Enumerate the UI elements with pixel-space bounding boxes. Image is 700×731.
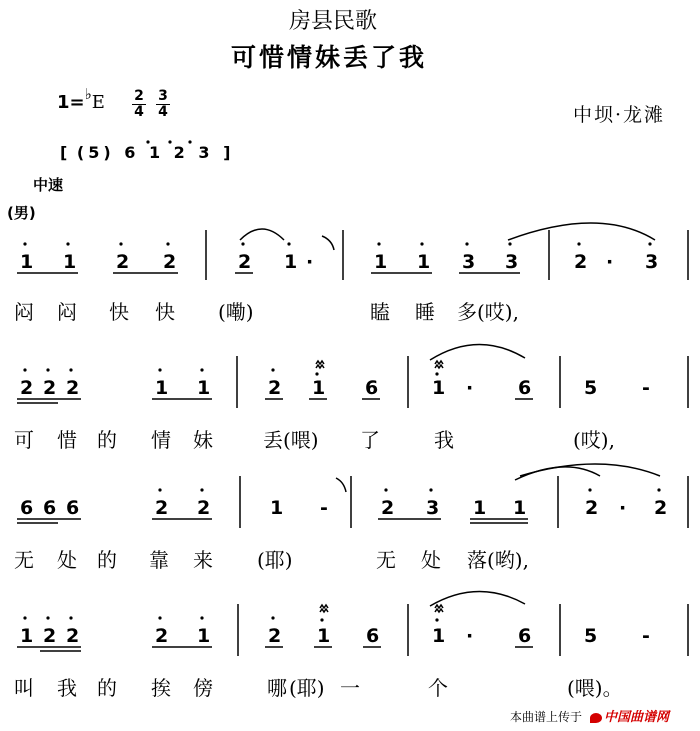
lyric: 我 [434,428,454,452]
svg-text:1: 1 [417,251,431,273]
lyric: 靠 [149,548,169,572]
svg-text:1: 1 [197,625,211,647]
lyric: 快 [155,300,175,324]
lyric: 睡 [415,300,435,324]
svg-text:-: - [642,625,650,647]
line-4-dots [23,616,438,621]
svg-text:2: 2 [43,377,57,399]
upload-credit [510,708,582,725]
svg-text:6: 6 [20,497,34,519]
svg-text:·: · [466,377,474,399]
svg-text:1: 1 [513,497,527,519]
svg-text:1: 1 [432,625,446,647]
svg-text:1: 1 [317,625,331,647]
svg-text:2: 2 [268,377,282,399]
svg-text:·: · [466,625,474,647]
svg-text:-: - [320,497,328,519]
time-bottom: 4 [134,104,144,120]
time-bottom: 4 [158,104,168,120]
lyric: (喂)。 [567,676,623,700]
svg-text:3: 3 [505,251,519,273]
lyric: 落(哟), [467,548,529,572]
lyric: 丢(喂) [263,428,319,452]
lyric: 的 [97,428,117,452]
lyric: 情 [151,428,171,452]
lyric: 无 [376,548,396,572]
lyric: 处 [421,548,441,572]
lyric: (耶) [257,548,293,572]
svg-text:·: · [306,251,314,273]
lyric: 叫 [14,676,34,700]
line-1-dots [23,242,651,245]
svg-text:1: 1 [20,625,34,647]
time-top: 3 [158,88,168,104]
svg-text:1: 1 [270,497,284,519]
site-name: 中国曲谱网 [604,710,670,725]
intro-paren-close: ) [103,143,111,162]
line-2-dots [23,368,438,375]
intro-note: 1 [148,143,161,162]
lyric: 妹 [193,428,213,452]
intro-note: 3 [198,143,210,162]
intro-bracket-close: ] [223,143,231,162]
lyric: 挨 [151,676,171,700]
svg-text:6: 6 [366,625,380,647]
lyric: 了 [360,428,380,452]
svg-text:2: 2 [585,497,599,519]
svg-text:3: 3 [462,251,476,273]
intro-note: 2 [173,143,185,162]
intro-note: 5 [88,143,100,162]
svg-text:2: 2 [20,377,34,399]
svg-text:2: 2 [268,625,282,647]
svg-text:2: 2 [197,497,211,519]
lyric: 闷 [57,300,77,324]
song-title: 可惜情妹丢了我 [231,43,428,72]
line-2-notes [20,377,650,399]
svg-text:1: 1 [432,377,446,399]
svg-text:-: - [642,377,650,399]
line-1-notes [20,251,658,273]
svg-text:2: 2 [66,625,80,647]
svg-text:6: 6 [43,497,57,519]
lyric: 瞌 [370,300,390,324]
intro-note: 6 [124,143,136,162]
svg-text:2: 2 [381,497,395,519]
svg-text:1: 1 [284,251,298,273]
credit-text: 本曲谱上传于 [510,710,583,724]
lyric: 可 [14,428,34,452]
svg-text:5: 5 [584,377,598,399]
svg-text:2: 2 [238,251,252,273]
key-prefix: 1= [57,92,85,113]
svg-text:2: 2 [43,625,57,647]
svg-text:6: 6 [66,497,80,519]
svg-text:2: 2 [155,625,169,647]
svg-text:1: 1 [155,377,169,399]
svg-text:·: · [606,251,614,273]
svg-text:2: 2 [66,377,80,399]
song-source: 中坝·龙滩 [573,104,666,126]
lyric: 的 [97,676,117,700]
svg-text:2: 2 [116,251,130,273]
time-top: 2 [134,88,144,104]
line-4-notes [20,625,650,647]
lyric: 来 [193,548,213,572]
lyric: 处 [57,548,77,572]
svg-text:1: 1 [312,377,326,399]
svg-text:2: 2 [654,497,668,519]
svg-text:6: 6 [518,377,532,399]
lyric: 快 [109,300,129,324]
line-3-dots [158,488,660,491]
svg-text:·: · [619,497,627,519]
svg-text:1: 1 [63,251,77,273]
svg-text:1: 1 [20,251,34,273]
intro-bracket-open: [ [60,143,68,162]
svg-text:5: 5 [584,625,598,647]
line-3-notes [20,497,667,519]
svg-text:3: 3 [426,497,440,519]
lyric: 的 [97,548,117,572]
lyric: 一 [340,676,360,700]
lyric: (嘞) [218,300,254,324]
lyric: 我 [57,676,77,700]
svg-text:2: 2 [574,251,588,273]
svg-text:6: 6 [365,377,379,399]
tempo-marking: 中速 [33,176,64,194]
flat-icon: ♭ [84,85,92,103]
intro-paren-open: ( [76,143,85,162]
lyric: 多(哎), [457,300,519,324]
site-logo-icon [590,713,602,723]
lyric: (耶) [289,676,325,700]
svg-text:1: 1 [197,377,211,399]
lyric: 惜 [57,428,77,452]
lyric: (哎), [573,428,615,452]
svg-text:2: 2 [155,497,169,519]
svg-text:3: 3 [645,251,659,273]
lyric: 个 [428,676,448,700]
svg-text:6: 6 [518,625,532,647]
song-subtitle: 房县民歌 [289,9,378,34]
voice-marking: (男) [7,204,36,222]
lyric: 闷 [14,300,34,324]
site-logo [590,706,669,725]
key-note: E [91,92,105,113]
svg-text:1: 1 [374,251,388,273]
lyric: 无 [14,548,34,572]
lyric: 傍 [193,676,213,700]
svg-text:1: 1 [473,497,487,519]
lyric: 哪 [267,676,287,700]
svg-text:2: 2 [163,251,177,273]
